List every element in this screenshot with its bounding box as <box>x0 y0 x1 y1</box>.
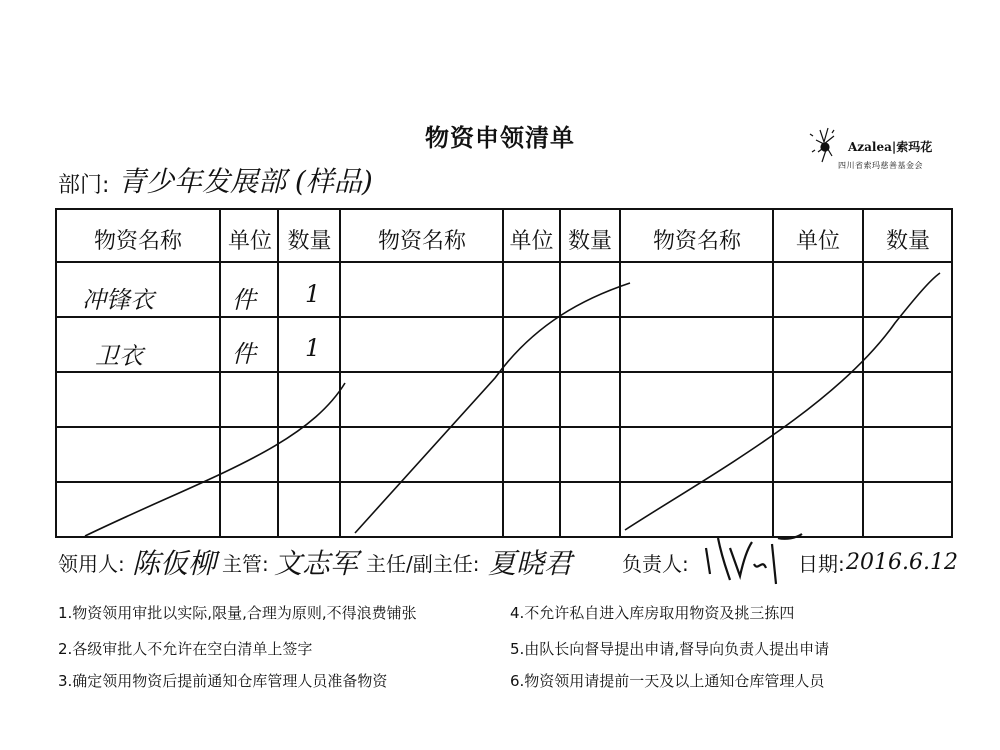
header-unit-2: 单位 <box>509 229 554 254</box>
header-qty-2: 数量 <box>567 229 612 254</box>
row-1-qty: 1 <box>305 280 321 308</box>
director-label: 主任/副主任: <box>366 552 480 576</box>
row-1-unit: 件 <box>232 286 256 314</box>
row-1-item-name: 冲锋衣 <box>82 286 154 314</box>
row-2-unit: 件 <box>232 340 256 368</box>
logo-subtitle: 四川省索玛慈善基金会 <box>838 161 923 170</box>
header-qty-3: 数量 <box>885 229 930 254</box>
header-unit-3: 单位 <box>795 229 840 254</box>
supervisor-label: 主管: <box>222 552 269 576</box>
rule-6: 6.物资领用请提前一天及以上通知仓库管理人员 <box>510 672 825 690</box>
responsible-signature <box>700 528 805 588</box>
receiver-signature: 陈仮柳 <box>132 547 217 580</box>
header-item-name-1: 物资名称 <box>93 229 182 254</box>
rule-2: 2.各级审批人不允许在空白清单上签字 <box>58 640 313 658</box>
supervisor-signature: 文志军 <box>274 547 359 580</box>
page-title: 物资申领清单 <box>425 124 575 152</box>
rule-5: 5.由队长向督导提出申请,督导向负责人提出申请 <box>510 640 830 658</box>
rule-4: 4.不允许私自进入库房取用物资及挑三拣四 <box>510 604 795 622</box>
department-value: 青少年发展部 (样品) <box>118 165 373 198</box>
row-2-item-name: 卫衣 <box>95 342 143 370</box>
director-signature: 夏晓君 <box>488 547 573 580</box>
date-value: 2016.6.12 <box>846 550 958 575</box>
rule-3: 3.确定领用物资后提前通知仓库管理人员准备物资 <box>58 672 388 690</box>
rule-1: 1.物资领用审批以实际,限量,合理为原则,不得浪费铺张 <box>58 604 417 622</box>
receiver-label: 领用人: <box>58 552 125 576</box>
logo-name: Azalea|索玛花 <box>848 140 933 154</box>
items-table-grid <box>55 208 953 538</box>
responsible-label: 负责人: <box>622 552 689 576</box>
header-item-name-3: 物资名称 <box>652 229 741 254</box>
date-label: 日期: <box>798 552 845 576</box>
header-unit-1: 单位 <box>227 229 272 254</box>
header-item-name-2: 物资名称 <box>377 229 466 254</box>
row-2-qty: 1 <box>305 334 321 362</box>
department-label: 部门: <box>58 173 110 198</box>
header-qty-1: 数量 <box>287 229 332 254</box>
